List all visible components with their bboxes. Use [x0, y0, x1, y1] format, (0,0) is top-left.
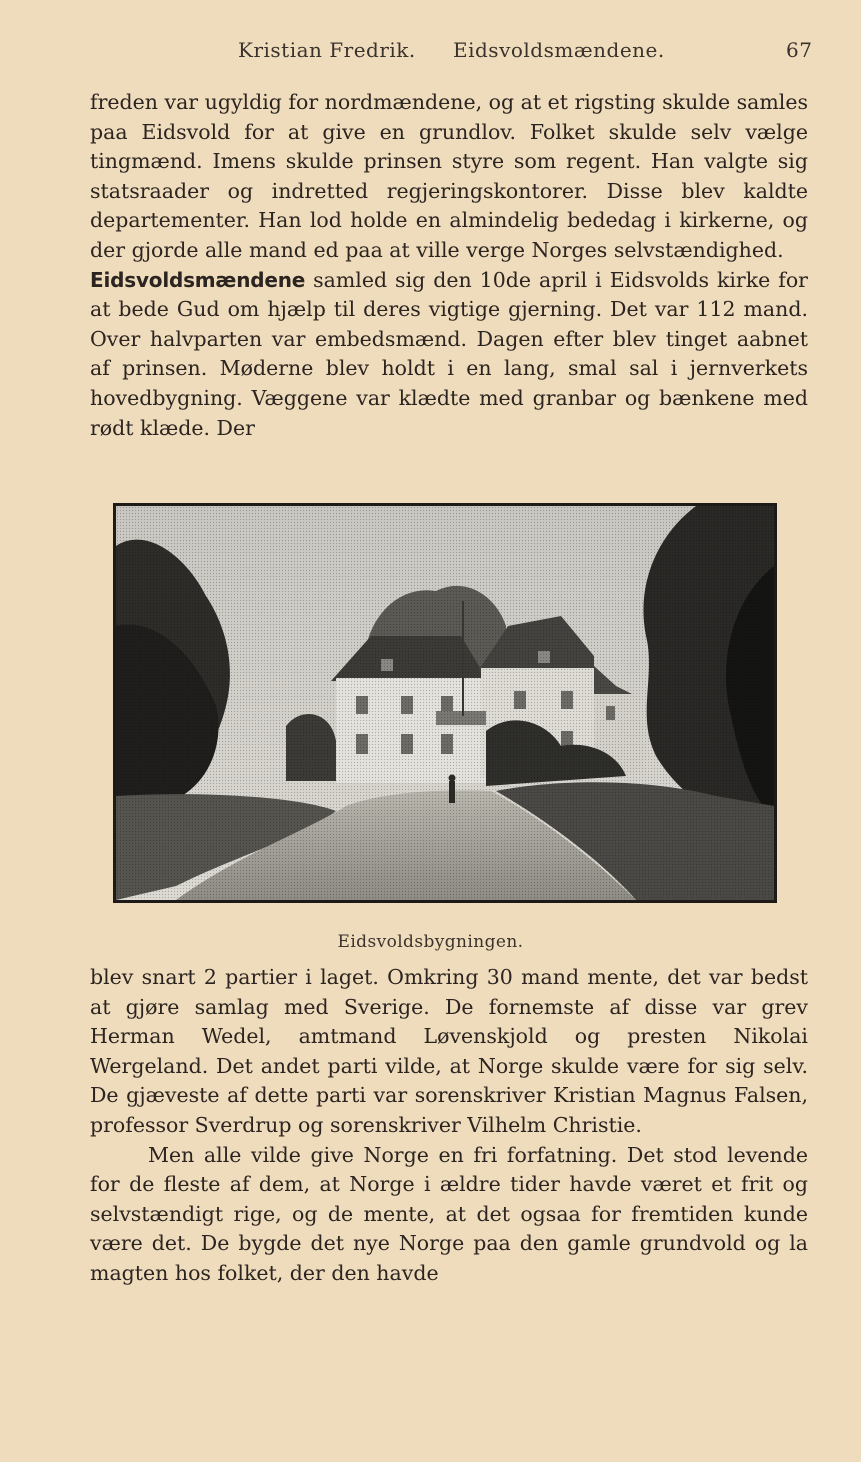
bold-lead-word: Eidsvoldsmændene	[90, 267, 306, 292]
paragraph	[90, 266, 808, 444]
figure-caption: Eidsvoldsbygningen.	[337, 932, 524, 952]
building-photo-illustration	[116, 506, 774, 900]
page-number: 67	[786, 38, 813, 62]
paragraph-text: samled sig den 10de april i Eidsvolds kirke for at bede Gud om hjælp til deres vigtige gjerning. Det var 112 mand. Over halvparten var embedsmænd. Dagen efter blev tinget aabnet af prinsen. Møderne blev holdt i en lang, smal sal i jernverkets hovedbygning. Væggene var klædte med granbar og bænkene med rødt klæde. Der	[90, 267, 808, 440]
paragraph: freden var ugyldig for nordmændene, og at et rigsting skulde samles paa Eidsvold for at give en grundlov. Folket skulde selv vælge tingmænd. Imens skulde prinsen styre som regent. Han valgte sig statsraader og indretted regjeringskontorer. Disse blev kaldte departementer. Han lod holde en almindelig bededag i kirkerne, og der gjorde alle mand ed paa at ville verge Norges selvstændighed.	[90, 90, 808, 262]
halftone-photograph	[113, 503, 777, 903]
header-chapter-title: Eidsvoldsmændene.	[453, 38, 665, 62]
header-author: Kristian Fredrik.	[238, 38, 416, 62]
text-block-lower	[90, 963, 808, 1289]
paragraph: Men alle vilde give Norge en fri forfatning. Det stod levende for de fleste af dem, at Norge i ældre tider havde været et frit og selvstændigt rige, og de mente, at det ogsaa for fremtiden kunde være det. De bygde det nye Norge paa den gamle grundvold og la magten hos folket, der den havde	[90, 1142, 808, 1285]
paragraph: blev snart 2 partier i laget. Omkring 30 mand mente, det var bedst at gjøre samlag med Sverige. De fornemste af disse var grev Herman Wedel, amtmand Løvenskjold og presten Nikolai Wergeland. Det andet parti vilde, at Norge skulde være for sig selv. De gjæveste af dette parti var sorenskriver Kristian Magnus Falsen, professor Sverdrup og sorenskriver Vilhelm Christie.	[90, 965, 808, 1137]
text-block-upper	[90, 88, 808, 443]
